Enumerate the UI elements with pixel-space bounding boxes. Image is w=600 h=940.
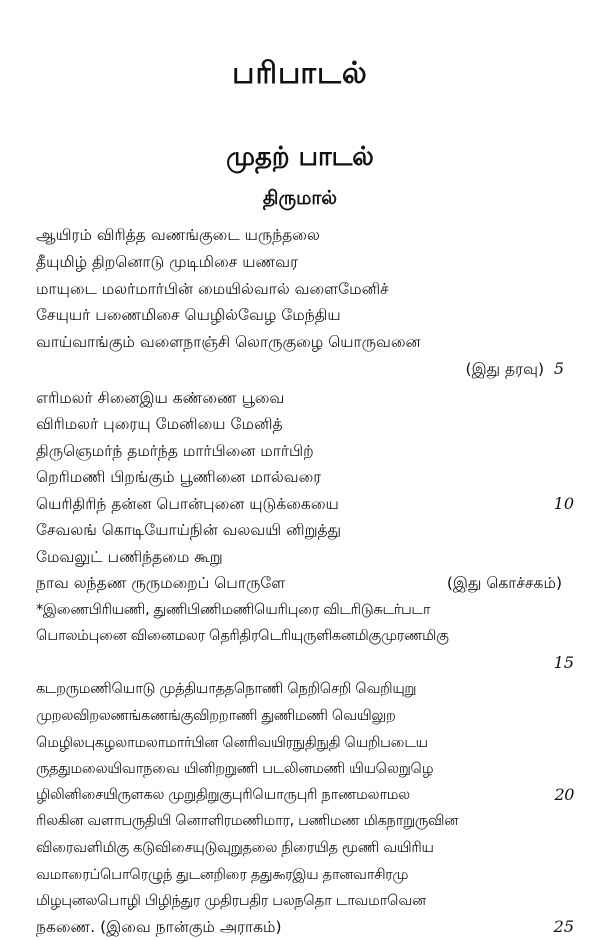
verse-text: சேயுயர் பணைமிசை யெழில்வேழ மேந்திய	[36, 306, 341, 324]
verse-text: யெரிதிரிந் தன்ன பொன்புனை யுடுக்கையை	[36, 495, 339, 513]
verse-text: மேவலுட் பணிந்தமை கூறு	[36, 548, 223, 566]
line-number: 25	[553, 917, 574, 936]
verse-line	[36, 808, 574, 834]
verse-text: மெழிலபுகழலாமலாமார்பின னெரிவயிரநுதிநுதி யெறிபடைய	[36, 734, 428, 751]
verse-text: கடறருமணியொடு முத்தியாததநொணி நெறிசெறி வெறியுறு	[36, 680, 417, 697]
verse-line	[36, 222, 574, 248]
verse-line	[36, 914, 574, 940]
verse-text: நகணை. (இவை நான்கும் அராகம்)	[36, 918, 282, 936]
verse-line	[36, 835, 574, 861]
section-title: முதற் பாடல்	[226, 142, 374, 172]
verse-line	[36, 730, 574, 756]
verse-line	[36, 411, 574, 437]
line-number: 20	[554, 785, 574, 804]
verse-text: *இணைபிரியணி, துணிபிணிமணியெரிபுரை விடரிடுசுடர்படா	[36, 601, 431, 618]
verse-line	[36, 464, 574, 490]
verse-line	[36, 570, 574, 596]
verse-line	[36, 356, 574, 382]
verse-text: பொலம்புனை வினைமலர தெரிதிரடெரியுருளிகனமிகுமுரணமிகு	[36, 627, 449, 644]
verse-text: எரிமலர் சினைஇய கண்ணை பூவை	[36, 389, 285, 407]
verse-text: மிழபுனலபொழி பிழிந்துர முதிரபதிர பலநதொ டாவமாவென	[36, 892, 426, 909]
verse-text: ழிலினிசையிருளகல முறுதிறுகுபுரியொருபுரி நாணமலாமல	[36, 786, 410, 803]
verse-text: வாய்வாங்கும் வளைநாஞ்சி லொருகுழை யொருவனை	[36, 333, 421, 351]
verse-text: சேவலங் கொடியோய்நின் வலவயி னிறுத்து	[36, 521, 342, 539]
verse-line	[36, 249, 574, 275]
verse-text: நாவ லந்தண ருருமறைப் பொருளே	[36, 574, 286, 592]
line-number: 10	[553, 494, 574, 513]
verse-text: ஆயிரம் விரித்த வணங்குடை யருந்தலை	[36, 226, 320, 244]
verse-text: தீயுமிழ் திறனொடு முடிமிசை யணவர	[36, 253, 299, 271]
verse-line	[36, 650, 574, 676]
verse-line	[36, 385, 574, 411]
section-tag: (இது தரவு)	[465, 360, 544, 378]
verse-line	[36, 517, 574, 543]
verse-line	[36, 888, 574, 914]
verse-line	[36, 597, 574, 623]
verse-line	[36, 756, 574, 782]
verse-line	[36, 676, 574, 702]
verse-text: றெரிமணி பிறங்கும் பூணினை மால்வரை	[36, 468, 322, 486]
verse-line	[36, 276, 574, 302]
verse-line	[36, 329, 574, 355]
verse-line	[36, 438, 574, 464]
verse-text: விரைவளிமிகு கடுவிசையுடுவுறுதலை நிரையித மூணி வயிரிய	[36, 839, 434, 856]
line-number: 15	[553, 653, 574, 672]
section-tag: (இது கொச்சகம்)	[446, 574, 562, 592]
line-number: 5	[553, 359, 564, 378]
verse-line	[36, 862, 574, 888]
verse-text: ரிலகின வளாபருதியி னொளிரமணிமார, பணிமண மிகநாறுருவின	[36, 812, 459, 829]
book-title: பரிபாடல்	[232, 56, 368, 91]
verse-text: மாயுடை மலர்மார்பின் மையில்வால் வளைமேனிச்	[36, 280, 389, 298]
verse-text: விரிமலர் புரையு மேனியை மேனித்	[36, 415, 283, 433]
verse-text: ருததுமலையிவாநவை யினிறறுணி படலினமணி யியலெறுழெ	[36, 760, 434, 777]
verse-line	[36, 703, 574, 729]
verse-line	[36, 623, 574, 649]
verse-line	[36, 782, 574, 808]
subsection-title: திருமால்	[262, 187, 338, 209]
verse-line	[36, 302, 574, 328]
verse-line	[36, 544, 574, 570]
verse-text: முறலவிறலணங்கணங்குவிறறாணி துணிமணி வெயிலுற	[36, 707, 396, 724]
verse-line	[36, 491, 574, 517]
verse-text: திருஞெமர்ந் தமர்ந்த மார்பினை மார்பிற்	[36, 442, 314, 460]
verse-text: வமாரைப்பொரெழுந் துடனறிரை தது௯ரஇய தானவாசிரமு	[36, 866, 409, 883]
